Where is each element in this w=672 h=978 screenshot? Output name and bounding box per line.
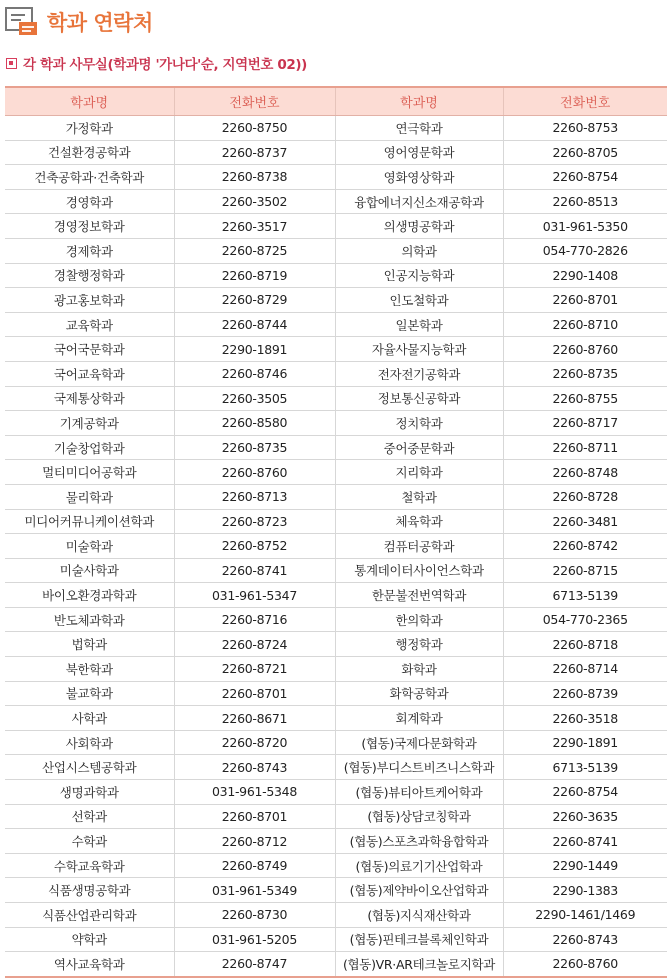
phone-number: 2260-8743 xyxy=(503,927,667,952)
phone-number: 2260-3505 xyxy=(174,386,335,411)
table-row xyxy=(5,116,667,141)
table-row xyxy=(5,312,667,337)
section-heading xyxy=(6,52,307,74)
department-name: (협동)스포츠과학융합학과 xyxy=(335,829,503,854)
table-row xyxy=(5,804,667,829)
table-row xyxy=(5,681,667,706)
phone-number: 2260-8730 xyxy=(174,903,335,928)
phone-number: 2260-8749 xyxy=(174,853,335,878)
table-row xyxy=(5,189,667,214)
table-row xyxy=(5,435,667,460)
department-name: 국어국문학과 xyxy=(5,337,174,362)
department-name: 인도철학과 xyxy=(335,288,503,313)
phone-number: 2290-1891 xyxy=(503,730,667,755)
table-row xyxy=(5,632,667,657)
department-name: 멀티미디어공학과 xyxy=(5,460,174,485)
department-name: 한문불전번역학과 xyxy=(335,583,503,608)
phone-number: 2260-8754 xyxy=(503,780,667,805)
department-name: (협동)지식재산학과 xyxy=(335,903,503,928)
table-row xyxy=(5,337,667,362)
department-name: 수학과 xyxy=(5,829,174,854)
phone-number: 2260-8712 xyxy=(174,829,335,854)
department-name: 경영학과 xyxy=(5,189,174,214)
phone-number: 2290-1383 xyxy=(503,878,667,903)
phone-number: 2260-8750 xyxy=(174,116,335,141)
department-name: 광고홍보학과 xyxy=(5,288,174,313)
department-name: (협동)국제다문화학과 xyxy=(335,730,503,755)
department-name: 선학과 xyxy=(5,804,174,829)
table-row xyxy=(5,780,667,805)
table-row xyxy=(5,165,667,190)
department-name: 사회학과 xyxy=(5,730,174,755)
phone-number: 2260-8737 xyxy=(174,140,335,165)
phone-number: 031-961-5347 xyxy=(174,583,335,608)
department-name: (협동)핀테크블록체인학과 xyxy=(335,927,503,952)
phone-number: 2260-3481 xyxy=(503,509,667,534)
department-name: 물리학과 xyxy=(5,484,174,509)
department-name: 식품산업관리학과 xyxy=(5,903,174,928)
department-name: (협동)상담코칭학과 xyxy=(335,804,503,829)
phone-number: 2260-8710 xyxy=(503,312,667,337)
department-name: 화학과 xyxy=(335,657,503,682)
department-name: 사학과 xyxy=(5,706,174,731)
department-name: 건설환경공학과 xyxy=(5,140,174,165)
phone-number: 2260-3635 xyxy=(503,804,667,829)
table-row xyxy=(5,878,667,903)
department-name: 경찰행정학과 xyxy=(5,263,174,288)
phone-number: 6713-5139 xyxy=(503,583,667,608)
phone-number: 2260-8711 xyxy=(503,435,667,460)
phone-number: 2290-1461/1469 xyxy=(503,903,667,928)
table-row xyxy=(5,509,667,534)
phone-number: 2260-3518 xyxy=(503,706,667,731)
department-name: 지리학과 xyxy=(335,460,503,485)
department-name: 가정학과 xyxy=(5,116,174,141)
table-row xyxy=(5,534,667,559)
phone-number: 2260-8705 xyxy=(503,140,667,165)
column-header-phone: 전화번호 xyxy=(503,87,667,116)
department-name: 경영정보학과 xyxy=(5,214,174,239)
department-name: 수학교육학과 xyxy=(5,853,174,878)
table-row xyxy=(5,386,667,411)
phone-number: 2260-8752 xyxy=(174,534,335,559)
phone-number: 2260-8741 xyxy=(503,829,667,854)
phone-number: 2260-8760 xyxy=(503,952,667,977)
phone-number: 2260-8701 xyxy=(503,288,667,313)
phone-number: 2260-8720 xyxy=(174,730,335,755)
column-header-phone: 전화번호 xyxy=(174,87,335,116)
department-name: 경제학과 xyxy=(5,238,174,263)
phone-number: 2260-8753 xyxy=(503,116,667,141)
table-row xyxy=(5,263,667,288)
department-name: (협동)의료기기산업학과 xyxy=(335,853,503,878)
department-name: 체육학과 xyxy=(335,509,503,534)
department-name: 식품생명공학과 xyxy=(5,878,174,903)
phone-number: 2260-8719 xyxy=(174,263,335,288)
phone-number: 2260-8738 xyxy=(174,165,335,190)
table-row xyxy=(5,657,667,682)
table-row xyxy=(5,361,667,386)
table-row xyxy=(5,829,667,854)
phone-number: 2260-8760 xyxy=(174,460,335,485)
department-name: 회계학과 xyxy=(335,706,503,731)
table-row xyxy=(5,460,667,485)
department-name: 국어교육학과 xyxy=(5,361,174,386)
department-name: 기계공학과 xyxy=(5,411,174,436)
department-name: 역사교육학과 xyxy=(5,952,174,977)
department-name: 융합에너지신소재공학과 xyxy=(335,189,503,214)
section-title: 각 학과 사무실(학과명 '가나다'순, 지역번호 02)) xyxy=(23,57,307,73)
phone-number: 2290-1891 xyxy=(174,337,335,362)
department-name: 약학과 xyxy=(5,927,174,952)
phone-number: 2260-8701 xyxy=(174,681,335,706)
department-name: 북한학과 xyxy=(5,657,174,682)
department-name: 건축공학과·건축학과 xyxy=(5,165,174,190)
department-name: 반도체과학과 xyxy=(5,607,174,632)
phone-number: 6713-5139 xyxy=(503,755,667,780)
department-name: 자율사물지능학과 xyxy=(335,337,503,362)
department-name: 한의학과 xyxy=(335,607,503,632)
department-name: 의학과 xyxy=(335,238,503,263)
table-row xyxy=(5,853,667,878)
department-name: 정보통신공학과 xyxy=(335,386,503,411)
department-name: (협동)제약바이오산업학과 xyxy=(335,878,503,903)
phone-number: 2260-8746 xyxy=(174,361,335,386)
department-name: 정치학과 xyxy=(335,411,503,436)
phone-number: 2260-8747 xyxy=(174,952,335,977)
phone-number: 2260-8713 xyxy=(174,484,335,509)
phone-number: 2260-8748 xyxy=(503,460,667,485)
table-row xyxy=(5,411,667,436)
department-name: (협동)부디스트비즈니스학과 xyxy=(335,755,503,780)
phone-number: 2260-8729 xyxy=(174,288,335,313)
department-name: 영어영문학과 xyxy=(335,140,503,165)
department-name: 미디어커뮤니케이션학과 xyxy=(5,509,174,534)
phone-number: 2260-8735 xyxy=(503,361,667,386)
department-name: 미술사학과 xyxy=(5,558,174,583)
phone-number: 054-770-2365 xyxy=(503,607,667,632)
table-row xyxy=(5,607,667,632)
phone-number: 2260-8725 xyxy=(174,238,335,263)
phone-number: 2260-8701 xyxy=(174,804,335,829)
department-name: 법학과 xyxy=(5,632,174,657)
department-name: 영화영상학과 xyxy=(335,165,503,190)
table-row xyxy=(5,140,667,165)
phone-number: 2260-8741 xyxy=(174,558,335,583)
department-name: 화학공학과 xyxy=(335,681,503,706)
phone-number: 2260-8744 xyxy=(174,312,335,337)
department-name: (협동)VR·AR테크놀로지학과 xyxy=(335,952,503,977)
phone-number: 2260-8760 xyxy=(503,337,667,362)
phone-number: 2260-8721 xyxy=(174,657,335,682)
department-name: 불교학과 xyxy=(5,681,174,706)
table-row xyxy=(5,238,667,263)
phone-number: 2260-8716 xyxy=(174,607,335,632)
department-contact-table xyxy=(5,86,667,978)
table-row xyxy=(5,927,667,952)
table-row xyxy=(5,730,667,755)
column-header-department: 학과명 xyxy=(335,87,503,116)
table-row xyxy=(5,952,667,977)
table-row xyxy=(5,214,667,239)
department-name: 행정학과 xyxy=(335,632,503,657)
page-title: 학과 연락처 xyxy=(47,11,153,35)
department-name: 바이오환경과학과 xyxy=(5,583,174,608)
department-name: 미술학과 xyxy=(5,534,174,559)
phone-number: 2260-8580 xyxy=(174,411,335,436)
table-header-row xyxy=(5,87,667,116)
department-name: 연극학과 xyxy=(335,116,503,141)
department-name: 산업시스템공학과 xyxy=(5,755,174,780)
phone-number: 2290-1408 xyxy=(503,263,667,288)
phone-number: 2260-8714 xyxy=(503,657,667,682)
phone-number: 031-961-5350 xyxy=(503,214,667,239)
table-row xyxy=(5,484,667,509)
square-bullet-icon xyxy=(6,58,17,69)
phone-number: 2260-8671 xyxy=(174,706,335,731)
department-name: 컴퓨터공학과 xyxy=(335,534,503,559)
page-header xyxy=(5,4,667,40)
department-name: 전자전기공학과 xyxy=(335,361,503,386)
department-name: 통계데이터사이언스학과 xyxy=(335,558,503,583)
department-name: 생명과학과 xyxy=(5,780,174,805)
table-row xyxy=(5,903,667,928)
department-name: 인공지능학과 xyxy=(335,263,503,288)
phone-number: 2260-3517 xyxy=(174,214,335,239)
phone-number: 2260-8742 xyxy=(503,534,667,559)
phone-number: 2260-8513 xyxy=(503,189,667,214)
table-body xyxy=(5,116,667,977)
phone-number: 2260-8743 xyxy=(174,755,335,780)
phone-number: 2260-8717 xyxy=(503,411,667,436)
department-name: 국제통상학과 xyxy=(5,386,174,411)
phone-number: 2260-8715 xyxy=(503,558,667,583)
phone-number: 2260-8735 xyxy=(174,435,335,460)
department-name: 중어중문학과 xyxy=(335,435,503,460)
department-name: 철학과 xyxy=(335,484,503,509)
table-row xyxy=(5,755,667,780)
table-row xyxy=(5,288,667,313)
phone-number: 2260-8754 xyxy=(503,165,667,190)
phone-number: 2260-8723 xyxy=(174,509,335,534)
phone-number: 2260-3502 xyxy=(174,189,335,214)
phone-number: 2260-8724 xyxy=(174,632,335,657)
department-name: 의생명공학과 xyxy=(335,214,503,239)
phone-number: 2260-8755 xyxy=(503,386,667,411)
phone-number: 2260-8718 xyxy=(503,632,667,657)
column-header-department: 학과명 xyxy=(5,87,174,116)
phone-number: 054-770-2826 xyxy=(503,238,667,263)
phone-number: 031-961-5348 xyxy=(174,780,335,805)
directory-card-icon xyxy=(5,7,39,37)
phone-number: 2260-8728 xyxy=(503,484,667,509)
phone-number: 2290-1449 xyxy=(503,853,667,878)
department-name: 교육학과 xyxy=(5,312,174,337)
department-name: 일본학과 xyxy=(335,312,503,337)
phone-number: 031-961-5205 xyxy=(174,927,335,952)
table-row xyxy=(5,558,667,583)
table-row xyxy=(5,583,667,608)
department-name: (협동)뷰티아트케어학과 xyxy=(335,780,503,805)
phone-number: 2260-8739 xyxy=(503,681,667,706)
department-name: 기술창업학과 xyxy=(5,435,174,460)
phone-number: 031-961-5349 xyxy=(174,878,335,903)
table-row xyxy=(5,706,667,731)
